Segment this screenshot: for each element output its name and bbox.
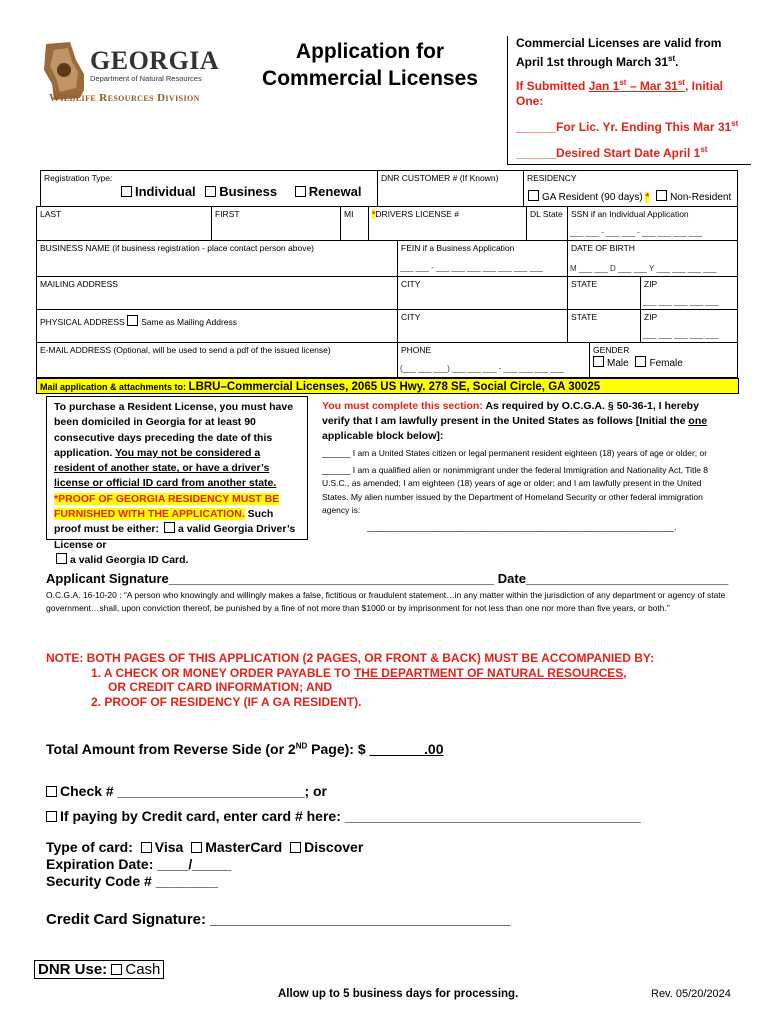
non-resident-checkbox[interactable]: Non-Resident	[656, 192, 731, 203]
ocga-statement: O.C.G.A. 16-10-20 : “A person who knowingly and willingly makes a false, fictitious or fraudulent statement…in any matter within the jurisdiction of any department or agency of state government…shall, upon conviction thereof, be punished by a fine of not more than $1000 or by imprisonment for not less than one nor more than five years, or both.”	[46, 590, 726, 613]
security-code-row[interactable]: Security Code # ________	[46, 873, 218, 889]
visa-checkbox[interactable]: Visa	[141, 839, 184, 855]
male-checkbox[interactable]: Male	[593, 358, 629, 369]
middle-initial-field[interactable]: MI	[341, 206, 369, 241]
applicant-signature-row[interactable]: Applicant Signature_____________________________________________ Date____________________________	[46, 571, 729, 586]
physical-zip-field[interactable]: ZIP ___ ___ ___ ___ ___	[641, 310, 738, 343]
residency-cell: RESIDENCY GA Resident (90 days) * Non-Resident	[524, 170, 738, 206]
last-name-field[interactable]: LAST	[36, 206, 212, 241]
alien-option[interactable]: ______ I am a qualified alien or nonimmigrant under the federal Immigration and Nationality Act, Title 8 U.S.C., as amended; I am eighteen (18) years of age or older; and I am lawfully present in the United States. My alien number issued by the Department of Homeland Security or other federal immigration agency is:	[322, 464, 709, 515]
ga-drivers-license-checkbox[interactable]: a valid Georgia Driver’s License or	[54, 523, 296, 551]
phone-field[interactable]: PHONE (___ ___ ___) ___ ___ ___ - ___ ___ ___ ___	[398, 343, 590, 378]
female-checkbox[interactable]: Female	[635, 358, 682, 369]
gender-cell: GENDER Male Female	[590, 343, 738, 378]
ssn-field[interactable]: SSN if an Individual Application ___ ___ - ___ ___ - ___ ___ ___ ___	[568, 206, 738, 241]
total-amount-row[interactable]: Total Amount from Reverse Side (or 2ND Page): $ _______.00	[46, 741, 444, 757]
mailing-zip-field[interactable]: ZIP ___ ___ ___ ___ ___	[641, 277, 738, 310]
ga-id-card-checkbox[interactable]: a valid Georgia ID Card.	[54, 554, 188, 566]
physical-state-field[interactable]: STATE	[568, 310, 641, 343]
page-title	[250, 38, 490, 92]
wrd-logo	[40, 40, 220, 105]
logo-department-text: Department of Natural Resources	[90, 74, 202, 83]
cash-checkbox[interactable]: Cash	[111, 961, 160, 978]
expiration-date-row[interactable]: Expiration Date: ____/_____	[46, 856, 232, 872]
mailing-state-field[interactable]: STATE	[568, 277, 641, 310]
revision-date: Rev. 05/20/2024	[651, 988, 731, 1000]
ga-resident-checkbox[interactable]: GA Resident (90 days) *	[528, 192, 649, 203]
credit-card-number-row[interactable]: If paying by Credit card, enter card # here: ______________________________________	[46, 808, 641, 824]
discover-checkbox[interactable]: Discover	[290, 839, 363, 855]
option-this-year[interactable]: ______For Lic. Yr. Ending This Mar 31st	[516, 119, 739, 134]
license-validity-box	[507, 36, 751, 165]
email-field[interactable]: E-MAIL ADDRESS (Optional, will be used to send a pdf of the issued license)	[36, 343, 398, 378]
dnr-customer-field[interactable]: DNR CUSTOMER # (If Known)	[377, 170, 524, 206]
title-line1: Application for	[295, 40, 445, 63]
mailing-address-banner: Mail application & attachments to: LBRU–Commercial Licenses, 2065 US Hwy. 278 SE, Social Circle, GA 30025	[36, 378, 739, 394]
individual-checkbox[interactable]: Individual	[121, 184, 196, 199]
same-as-mailing-checkbox[interactable]	[127, 315, 138, 326]
credit-card-signature-row[interactable]: Credit Card Signature: ____________________________________	[46, 911, 511, 928]
card-type-row: Type of card: Visa MasterCard Discover	[46, 839, 364, 855]
mastercard-checkbox[interactable]: MasterCard	[191, 839, 282, 855]
check-number-row[interactable]: Check # ________________________; or	[46, 783, 327, 799]
option-desired-start[interactable]: ______Desired Start Date April 1st	[516, 145, 708, 160]
business-name-field[interactable]: BUSINESS NAME (if business registration - place contact person above)	[36, 241, 398, 277]
validity-text: Commercial Licenses are valid from April 1st through March 31st.	[516, 36, 722, 69]
submitted-text: If Submitted Jan 1st – Mar 31st, Initial One:	[516, 78, 723, 108]
physical-address-field[interactable]: PHYSICAL ADDRESS Same as Mailing Address	[36, 310, 398, 343]
date-of-birth-field[interactable]: DATE OF BIRTH M ___ ___ D ___ ___ Y ___ ___ ___ ___	[568, 241, 738, 277]
logo-georgia-text: GEORGIA	[90, 46, 220, 75]
dnr-use-box: DNR Use: Cash	[34, 960, 164, 979]
dl-state-field[interactable]: DL State	[527, 206, 568, 241]
citizen-option[interactable]: ______ I am a United States citizen or legal permanent resident eighteen (18) years of age or older; or	[322, 448, 708, 458]
mailing-city-field[interactable]: CITY	[398, 277, 568, 310]
lawful-presence-section: You must complete this section: As required by O.C.G.A. § 50-36-1, I hereby verify that I am lawfully present in the United States as follows [Initial the one applicable block below]: ______ I am a United States citizen or legal permanent resident eighteen (18) years of age or older; or ______ I am a qualified alien or nonimmigrant under the federal Immigration and Nationality Act, Title 8 U.S.C., as amended; I am eighteen (18) years of age or older; and I am lawfully present in the United States. My alien number issued by the Department of Homeland Security or other federal immigration agency is: _________________________________________________________________.	[315, 396, 725, 544]
fein-field[interactable]: FEIN if a Business Application ___ ___ - ___ ___ ___ ___ ___ ___ ___	[398, 241, 568, 277]
business-checkbox[interactable]: Business	[205, 184, 277, 199]
drivers-license-field[interactable]: *DRIVERS LICENSE #	[369, 206, 527, 241]
ssn-mask: ___ ___ - ___ ___ - ___ ___ ___ ___	[570, 228, 703, 237]
mailing-address-field[interactable]: MAILING ADDRESS	[36, 277, 398, 310]
registration-type-cell: Registration Type: Individual Business Renewal	[40, 170, 377, 206]
first-name-field[interactable]: FIRST	[212, 206, 341, 241]
physical-city-field[interactable]: CITY	[398, 310, 568, 343]
renewal-checkbox[interactable]: Renewal	[295, 184, 362, 199]
alien-number-line[interactable]: _________________________________________________________________.	[367, 521, 677, 532]
dob-mask: M ___ ___ D ___ ___ Y ___ ___ ___ ___	[570, 264, 717, 273]
processing-note: Allow up to 5 business days for processing.	[278, 988, 519, 1000]
logo-division-text: Wildlife Resources Division	[49, 92, 200, 104]
attachments-note: NOTE: BOTH PAGES OF THIS APPLICATION (2 PAGES, OR FRONT & BACK) MUST BE ACCOMPANIED BY: 1. A CHECK OR MONEY ORDER PAYABLE TO THE DEPARTMENT OF NATURAL RESOURCES, OR CREDIT CARD INFORMATION; AND 2. PROOF OF RESIDENCY (IF A GA RESIDENT).	[46, 651, 655, 709]
title-line2: Commercial Licenses	[262, 67, 478, 90]
residency-requirements-box: To purchase a Resident License, you must have been domiciled in Georgia for at least 90 consecutive days preceding the date of this application. You may not be considered a resident of another state, or have a driver’s license or official ID card from another state. *PROOF OF GEORGIA RESIDENCY MUST BE FURNISHED WITH THE APPLICATION. Such proof must be either: a valid Georgia Driver’s License or a valid Georgia ID Card.	[46, 396, 308, 540]
fein-mask: ___ ___ - ___ ___ ___ ___ ___ ___ ___	[400, 263, 543, 272]
